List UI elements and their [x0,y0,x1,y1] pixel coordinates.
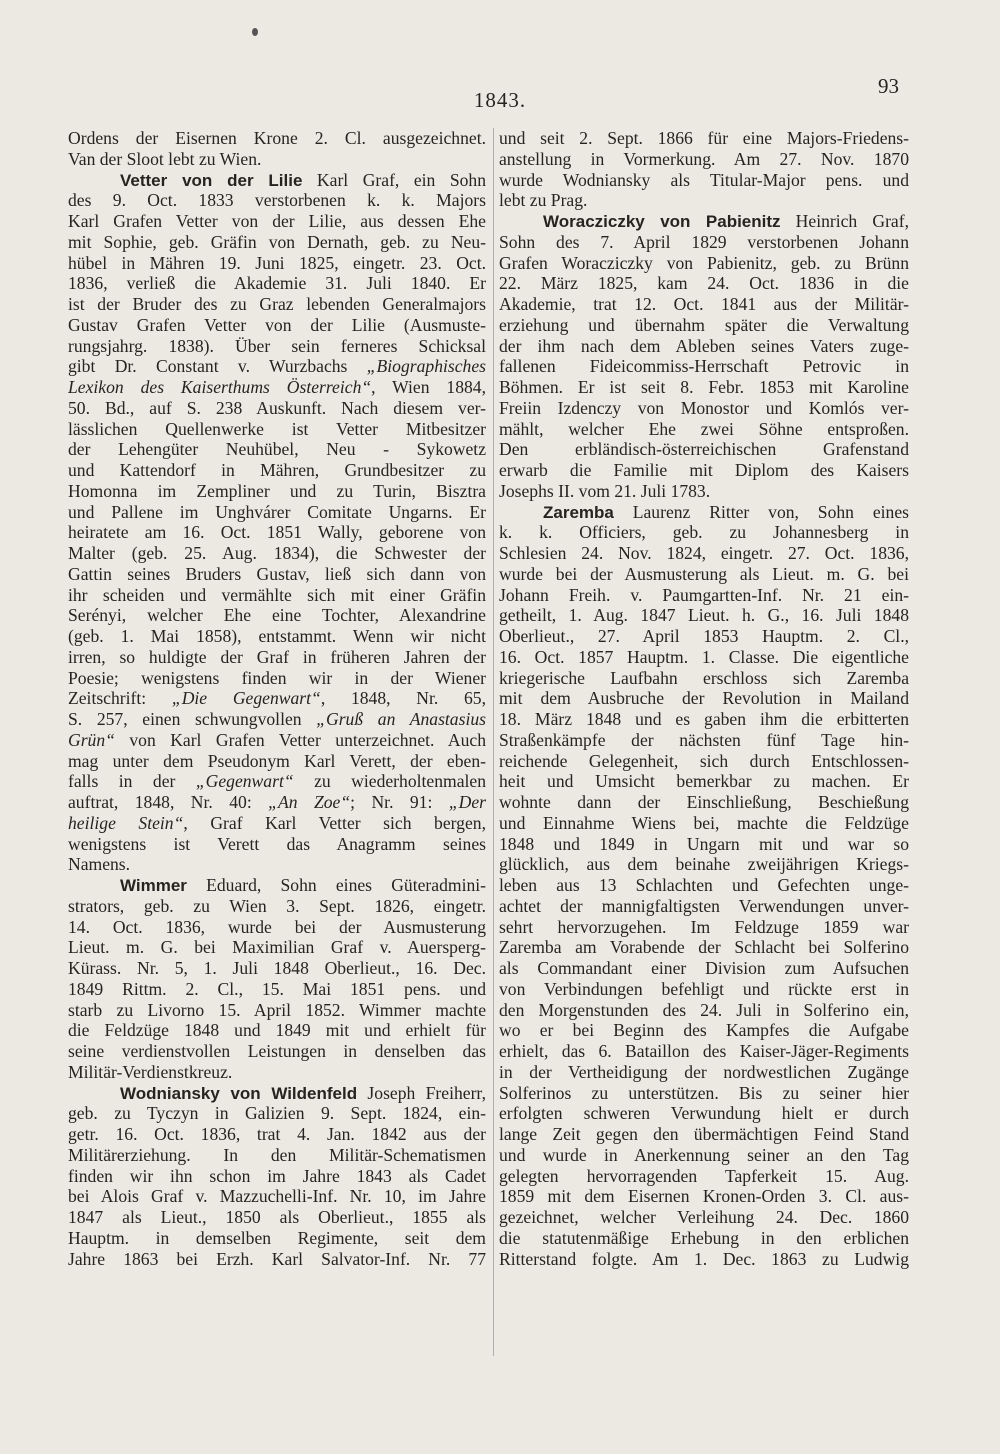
text-run: und seit 2. Sept. 1866 für eine Majors-Friedens- [499,128,909,148]
text-line [68,1186,486,1207]
text-run: Schlesien 24. Nov. 1824, eingetr. 27. Oct. 1836, [499,543,909,563]
text-line [499,543,909,564]
text-run: Homonna im Zempliner und zu Turin, Bisztra [68,480,486,501]
text-line [68,170,486,191]
text-run: finden wir ihn schon im Jahre 1843 als Cadet [68,1165,486,1186]
text-line [68,688,486,709]
text-line [499,1207,909,1228]
text-line [68,336,486,357]
entry-name: Woracziczky von Pabienitz [543,212,781,231]
text-run: Karl Graf, ein Sohn [302,169,486,190]
text-line [68,1020,486,1041]
text-line [68,979,486,1000]
text-line [499,730,909,751]
text-line [68,709,486,730]
text-run: Namens. [68,854,131,875]
text-run: Karl Grafen Vetter von der Lilie, aus dessen Ehe [68,211,486,231]
text-run: Laurenz Ritter von, Sohn eines [613,501,909,522]
text-run: 1859 mit dem Eisernen Kronen-Orden 3. Cl. aus- [499,1186,909,1207]
text-line [68,543,486,564]
text-run: , Graf Karl Vetter sich bergen, [183,812,486,833]
text-run: Kürass. Nr. 5, 1. Juli 1848 Oberlieut., 16. Dec. [68,958,486,978]
text-run: wo er bei Beginn des Kampfes die Aufgabe [499,1020,909,1041]
text-line [499,1000,909,1021]
page-number: 93 [878,74,899,98]
text-run: Ritterstand folgte. Am 1. Dec. 1863 zu Ludwig [499,1248,909,1269]
text-run: , Wien 1884, [371,377,486,397]
text-run: S. 257, einen schwungvollen [68,709,317,729]
text-line [68,937,486,958]
text-line [68,668,486,689]
text-line [499,253,909,274]
text-run: Hauptm. in demselben Regimente, seit dem [68,1227,486,1248]
text-line [499,1145,909,1166]
text-run: Ordens der Eisernen Krone 2. Cl. ausgezeichnet. [68,128,486,148]
text-line [499,273,909,294]
text-run: Zeitschrift: [68,688,172,709]
text-run: 18. März 1848 und es gaben ihm die erbitterten [499,709,909,729]
text-run: wurde Wodniansky als Titular-Major pens. und [499,169,909,190]
text-run: wurde bei der Ausmusterung als Lieut. m. G. bei [499,563,909,584]
text-line [499,896,909,917]
text-line [499,1083,909,1104]
text-run: mählt, welcher Ehe zwei Söhne entsproßen. [499,418,909,439]
text-run: von Karl Grafen Vetter unterzeichnet. Auch [114,729,486,750]
text-run: wenigstens ist Verett das Anagramm seines [68,833,486,854]
text-line [68,128,486,149]
text-run: 1836, verließ die Akademie 31. Juli 1840. Er [68,273,486,294]
text-run: 14. Oct. 1836, wurde bei der Ausmusterung [68,916,486,937]
text-run: wohnte dann der Einschließung, Beschießung [499,792,909,812]
text-line [499,937,909,958]
text-run: erhielt, das 6. Bataillon des Kaiser-Jäger-Regiments [499,1041,909,1061]
text-line [499,647,909,668]
text-run: ; Nr. 91: [350,792,449,812]
text-line [499,232,909,253]
text-line [68,315,486,336]
text-run: mit Sophie, geb. Gräfin von Dernath, geb. zu Neu- [68,231,486,252]
text-line [499,564,909,585]
text-run: 1847 als Lieut., 1850 als Oberlieut., 1855 als [68,1207,486,1227]
text-run: reichende Gelegenheit, sich durch Entschlossen- [499,750,909,771]
text-run: erziehung und übernahm später die Verwaltung [499,314,909,335]
text-line [499,481,909,502]
text-line [499,917,909,938]
text-line [68,522,486,543]
text-line [499,377,909,398]
text-run: und Pallene im Unghvárer Comitate Ungarns. Er [68,501,486,522]
text-run: die Feldzüge 1848 und 1849 mit und erhielt für [68,1020,486,1041]
text-run: ihr scheiden und vermählte sich mit einer Gräfin [68,584,486,605]
text-line [68,647,486,668]
text-line [499,356,909,377]
text-line [499,751,909,772]
text-run: Militärerziehung. In den Militär-Schematismen [68,1144,486,1165]
text-run: den Morgenstunden des 24. Juli in Solferino ein, [499,999,909,1020]
italic-title: „Die Gegenwart“ [171,688,321,709]
text-line [499,1020,909,1041]
text-run: der ihm nach dem Ableben seines Vaters zuge- [499,335,909,356]
running-header-year: 1843. [473,88,527,112]
text-line [499,688,909,709]
text-run: Josephs II. vom 21. Juli 1783. [499,480,711,501]
text-line [68,232,486,253]
text-line [499,813,909,834]
text-line [68,585,486,606]
text-run: heiratete am 16. Oct. 1851 Wally, geborene von [68,522,486,543]
text-line [68,419,486,440]
text-line [68,958,486,979]
text-line [68,896,486,917]
text-run: seine verdienstvollen Leistungen in denselben das [68,1041,486,1061]
text-run: (geb. 1. Mai 1858), entstammt. Wenn wir nicht [68,626,486,646]
text-line [68,1228,486,1249]
text-run: Böhmen. Er ist seit 8. Febr. 1853 mit Karoline [499,377,909,397]
entry-name: Zaremba [543,502,614,522]
text-run: 50. Bd., auf S. 238 Auskunft. Nach diesem ver- [68,397,486,418]
text-run: glücklich, aus dem beinahe zweijährigen Kriegs- [499,854,909,875]
text-line [499,398,909,419]
text-run: mit dem Ausbruche der Revolution in Mailand [499,688,909,709]
text-run: 16. Oct. 1857 Hauptm. 1. Classe. Die eigentliche [499,646,909,667]
text-run: Poesie; wenigstens finden wir in der Wiener [68,667,486,688]
italic-title: heilige Stein“ [68,812,184,833]
ink-speck [252,28,258,36]
text-line [499,336,909,357]
text-run: irren, so huldigte der Graf in früheren Jahren der [68,646,486,667]
text-line [68,460,486,481]
text-line [68,1041,486,1062]
text-line [499,502,909,523]
text-line [68,792,486,813]
text-line [499,1186,909,1207]
text-run: strators, geb. zu Wien 3. Sept. 1826, eingetr. [68,895,486,916]
text-line [499,1166,909,1187]
text-run: Straßenkämpfe der nächsten fünf Tage hin- [499,729,909,750]
text-line [499,605,909,626]
entry-name: Wimmer [120,876,187,895]
text-run: getr. 16. Oct. 1836, trat 4. Jan. 1842 aus der [68,1124,486,1144]
text-line [68,751,486,772]
text-line [499,1124,909,1145]
text-run: Gattin seines Bruders Gustav, ließ sich dann von [68,563,486,584]
text-line [68,626,486,647]
text-run: gelegten hervorragenden Tapferkeit 15. Aug. [499,1165,909,1186]
text-line [68,771,486,792]
text-run: Malter (geb. 25. Aug. 1834), die Schwester der [68,543,486,563]
text-run: gezeichnet, welcher Verleihung 24. Dec. 1860 [499,1207,909,1227]
text-line [68,813,486,834]
italic-title: „Biographisches [366,356,486,377]
text-line [499,1228,909,1249]
text-line [68,398,486,419]
text-line [499,439,909,460]
text-run: 22. März 1825, kam 24. Oct. 1836 in die [499,273,909,294]
text-run: Sohn des 7. April 1829 verstorbenen Johann [499,231,909,252]
text-run: Zaremba am Vorabende der Schlacht bei Solferino [499,937,909,958]
text-line [499,1249,909,1270]
text-line [68,730,486,751]
text-line [68,1103,486,1124]
text-line [68,1249,486,1270]
text-run: des 9. Oct. 1833 verstorbenen k. k. Majors [68,190,486,211]
text-line [68,854,486,875]
text-run: bei Alois Graf v. Mazzuchelli-Inf. Nr. 10, im Jahre [68,1186,486,1207]
text-line [499,522,909,543]
text-run: 1849 Rittm. 2. Cl., 15. Mai 1851 pens. und [68,978,486,999]
text-line [68,605,486,626]
italic-title: Grün“ [68,729,115,750]
text-run: der Lehengüter Neuhübel, Neu - Sykowetz [68,439,486,460]
text-line [68,273,486,294]
text-line [68,1083,486,1104]
text-run: geb. zu Tyczyn in Galizien 9. Sept. 1824, ein- [68,1103,486,1124]
text-line [499,294,909,315]
text-line [499,419,909,440]
text-run: Akademie, trat 12. Oct. 1841 aus der Militär- [499,294,909,314]
text-line [499,460,909,481]
text-run: Jahre 1863 bei Erzh. Karl Salvator-Inf. Nr. 77 [68,1248,486,1269]
text-run: Eduard, Sohn eines Güteradmini- [186,875,486,895]
text-run: lebt zu Prag. [499,190,588,211]
text-run: die statutenmäßige Erhebung in den erblichen [499,1227,909,1248]
text-line [68,211,486,232]
text-line [499,1103,909,1124]
text-run: Solferinos zu unterstützen. Bis zu seiner hier [499,1082,909,1103]
text-line [499,1041,909,1062]
text-run: k. k. Officiers, geb. zu Johannesberg in [499,522,909,543]
text-run: als Commandant einer Division zum Aufsuchen [499,958,909,978]
text-run: in der Vertheidigung der nordwestlichen Zugänge [499,1061,909,1082]
text-line [68,834,486,855]
text-run: erwarb die Familie mit Diplom des Kaisers [499,460,909,480]
text-line [499,1062,909,1083]
text-line [499,128,909,149]
text-line [499,585,909,606]
italic-title: „Der [448,792,486,812]
text-run: lange Zeit gegen den übermächtigen Feind Stand [499,1124,909,1144]
text-line [68,1062,486,1083]
text-run: Militär-Verdienstkreuz. [68,1061,233,1082]
text-line [68,253,486,274]
text-line [499,958,909,979]
text-line [499,709,909,730]
text-run: Serényi, welcher Ehe eine Tochter, Alexandrine [68,605,486,626]
text-run: hübel in Mähren 19. Juni 1825, eingetr. 23. Oct. [68,252,486,273]
text-line [68,1145,486,1166]
text-run: Van der Sloot lebt zu Wien. [68,148,262,169]
text-line [499,771,909,792]
text-run: zu wiederholtenmalen [293,771,486,792]
text-run: Grafen Woracziczky von Pabienitz, geb. zu Brünn [499,252,909,273]
text-line [68,190,486,211]
text-run: leben aus 13 Schlachten und Gefechten unge- [499,875,909,895]
italic-title: „An Zoe“ [268,792,351,812]
entry-name: Vetter von der Lilie [120,170,303,190]
text-run: Heinrich Graf, [780,211,909,231]
text-line [68,377,486,398]
text-run: und Einnahme Wiens bei, machte die Feldzüge [499,812,909,833]
text-run: und Kattendorf in Mähren, Grundbesitzer zu [68,460,486,480]
text-run: Den erbländisch-österreichischen Grafenstand [499,439,909,460]
text-run: Lieut. m. G. bei Maximilian Graf v. Auersperg- [68,937,486,958]
text-line [68,502,486,523]
column-divider [493,128,494,1356]
right-text-column [499,128,909,1269]
text-run: Oberlieut., 27. April 1853 Hauptm. 2. Cl., [499,626,909,646]
text-line [499,875,909,896]
entry-name: Wodniansky von Wildenfeld [120,1083,358,1103]
text-run: falls in der [68,771,196,792]
text-line [68,1166,486,1187]
left-text-column [68,128,486,1269]
text-line [499,979,909,1000]
text-run: ist der Bruder des zu Graz lebenden Generalmajors [68,294,486,314]
text-line [68,1000,486,1021]
text-run: Joseph Freiherr, [357,1082,486,1103]
text-line [499,211,909,232]
text-run: heit und Umsicht bemerkbar zu machen. Er [499,771,909,792]
text-line [68,356,486,377]
text-run: starb zu Livorno 15. April 1852. Wimmer machte [68,999,486,1020]
text-run: von Verbindungen befehligt und rückte erst in [499,978,909,999]
text-line [499,668,909,689]
text-line [68,1124,486,1145]
text-line [68,149,486,170]
text-line [68,875,486,896]
text-line [68,439,486,460]
text-run: Gustav Grafen Vetter von der Lilie (Ausmuste- [68,314,486,335]
text-run: sehrt hervorzugehen. Im Feldzuge 1859 war [499,916,909,937]
text-run: getheilt, 1. Aug. 1847 Lieut. h. G., 16. Juli 1848 [499,605,909,626]
text-line [499,170,909,191]
text-run: , 1848, Nr. 65, [320,688,486,709]
text-line [499,792,909,813]
text-line [68,564,486,585]
italic-title: „Gegenwart“ [195,771,294,792]
text-line [499,149,909,170]
text-run: auftrat, 1848, Nr. 40: [68,792,269,812]
text-line [68,1207,486,1228]
text-line [68,294,486,315]
text-line [499,834,909,855]
text-run: Freiin Izdenczy von Monostor und Komlós ver- [499,397,909,418]
text-run: anstellung in Vormerkung. Am 27. Nov. 1870 [499,148,909,169]
text-run: fallenen Fideicommiss-Herrschaft Petrovic in [499,356,909,377]
text-line [499,626,909,647]
text-run: 1848 und 1849 in Ungarn mit und war so [499,833,909,854]
text-run: mag unter dem Pseudonym Karl Verett, der eben- [68,750,486,771]
text-line [499,315,909,336]
italic-title: „Gruß an Anastasius [316,709,486,729]
text-run: lässlichen Quellenwerke ist Vetter Mitbesitzer [68,418,486,439]
text-run: gibt Dr. Constant v. Wurzbachs [68,356,367,377]
text-run: erfolgten schweren Verwundung hielt er durch [499,1103,909,1124]
text-run: rungsjahrg. 1838). Über sein ferneres Schicksal [68,335,486,356]
text-run: und wurde in Anerkennung seiner an den Tag [499,1144,909,1165]
text-line [499,190,909,211]
text-line [499,854,909,875]
text-line [68,917,486,938]
text-line [68,481,486,502]
text-run: Johann Freih. v. Paumgartten-Inf. Nr. 21 ein- [499,584,909,605]
text-run: kriegerische Laufbahn erschloss sich Zaremba [499,667,909,688]
text-run: achtet der mannigfaltigsten Verwendungen unver- [499,895,909,916]
italic-title: Lexikon des Kaiserthums Österreich“ [68,377,372,397]
